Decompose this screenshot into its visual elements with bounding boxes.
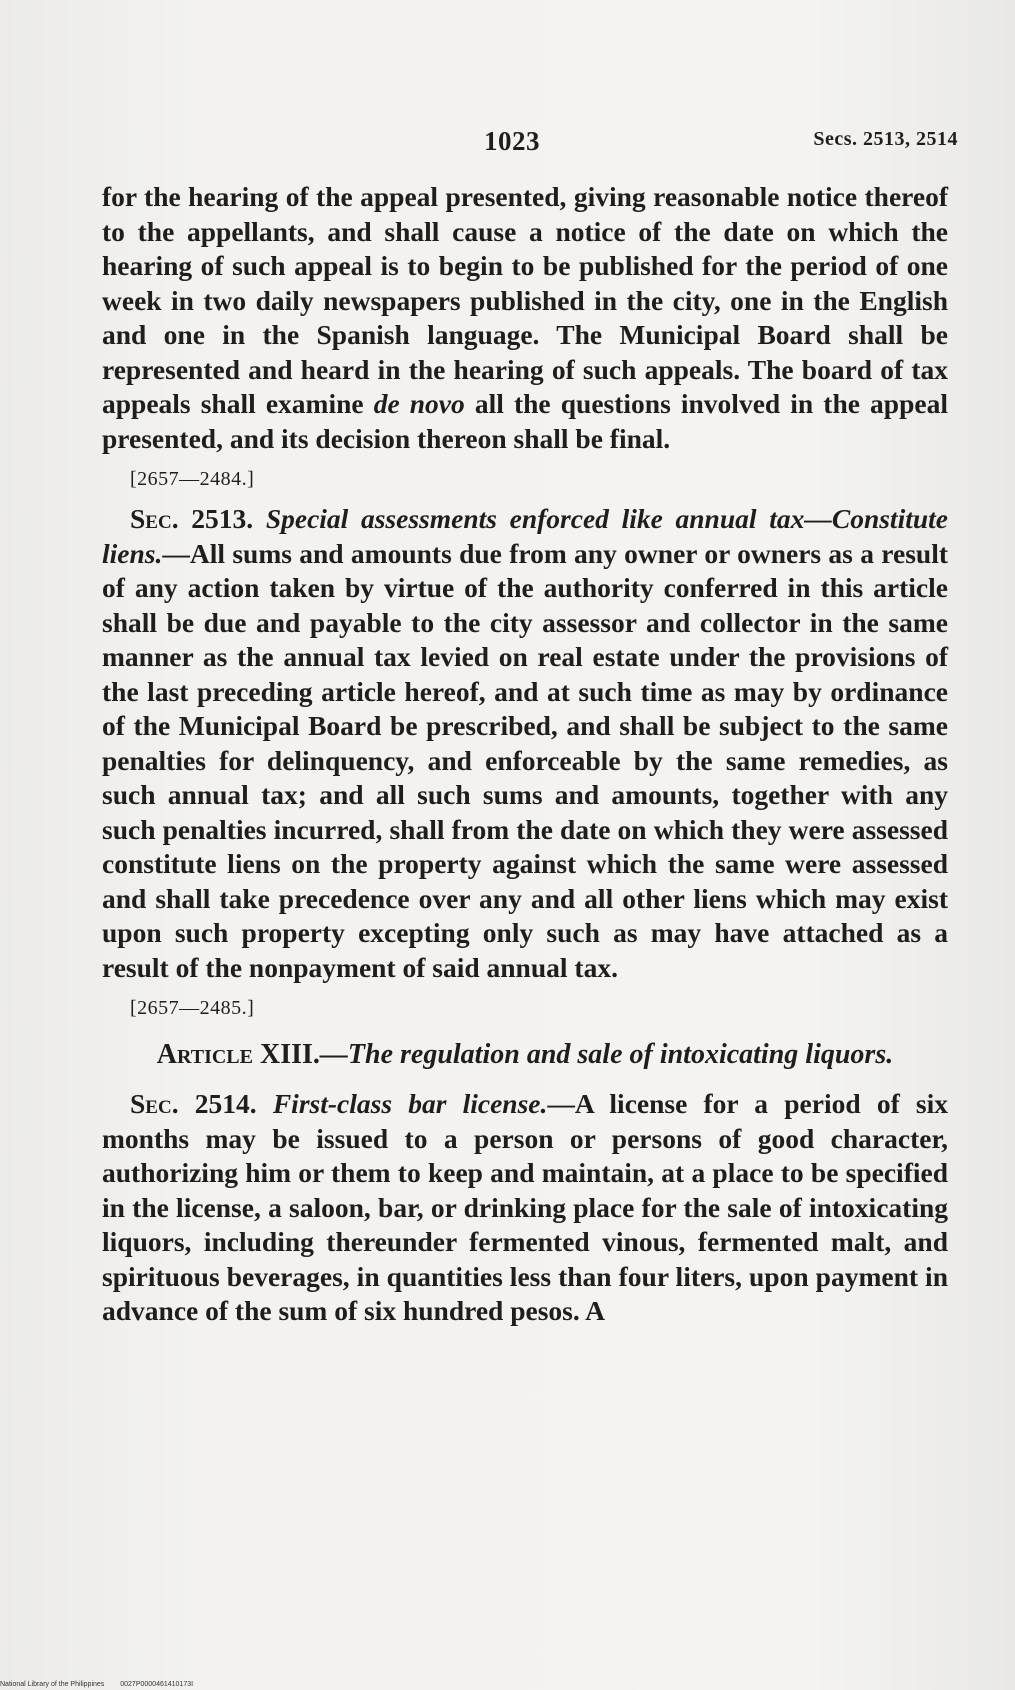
section-reference: Secs. 2513, 2514: [813, 128, 958, 150]
section-title: First-class bar license.: [272, 1088, 548, 1119]
article-title: —The regulation and sale of intoxicating liquors.: [319, 1039, 894, 1070]
page-number: 1023: [484, 126, 540, 156]
section-label: Sec. 2514.: [130, 1088, 257, 1119]
paragraph-appeal-hearing: [102, 180, 948, 456]
section-2514: [102, 1087, 948, 1329]
section-label: Sec. 2513.: [130, 503, 254, 534]
scan-footer: [0, 1681, 207, 1688]
citation-2485: [2657—2485.]: [130, 997, 255, 1019]
article-label: Article XIII.: [156, 1039, 320, 1070]
citation-2484: [2657—2484.]: [130, 468, 255, 490]
paragraph-text-end: all the questions involved in the appeal presented, and its decision thereon shall be final.: [102, 388, 948, 454]
section-text: —All sums and amounts due from any owner or owners as a result of any action taken by virtue of the authority conferred in this article shall be due and payable to the city assessor and collector in the same manner as the annual tax levied on real estate under the provisions of the last preceding article hereof, and at such time as may by ordinance of the Municipal Board be prescribed, and shall be subject to the same penalties for delinquency, and enforceable by the same remedies, as such annual tax; and all such sums and amounts, together with any such penalties incurred, shall from the date on which they were assessed constitute liens on the property against which the same were assessed and shall take precedence over any and all other liens which may exist upon such property excepting only such as may have attached as a result of the nonpayment of said annual tax.: [102, 537, 948, 983]
section-title: Special assessments enforced like annual tax—Constitute liens.: [102, 503, 948, 569]
section-2513: [102, 502, 948, 985]
page-header: [0, 126, 1015, 160]
paragraph-text: for the hearing of the appeal presented, giving reasonable notice thereof to the appellants, and shall cause a notice of the date on which the hearing of such appeal is to begin to be published for the period of one week in two daily newspapers published in the city, one in the English and one in the Spanish language. The Municipal Board shall be represented and heard in the hearing of such appeals. The board of tax appeals shall examine: [102, 181, 948, 419]
library-name: National Library of the Philippines: [0, 1681, 105, 1688]
scan-identifier: 0027P0000461410173I: [120, 1681, 194, 1688]
italic-phrase: de novo: [373, 388, 465, 419]
article-heading: [102, 1037, 948, 1073]
section-text: —A license for a period of six months may be issued to a person or persons of good character, authorizing him or them to keep and maintain, at a place to be specified in the license, a saloon, bar, or drinking place for the sale of intoxicating liquors, including thereunder fermented vinous, fermented malt, and spirituous beverages, in quantities less than four liters, upon payment in advance of the sum of six hundred pesos. A: [102, 1088, 949, 1326]
body-text: [102, 180, 948, 1329]
